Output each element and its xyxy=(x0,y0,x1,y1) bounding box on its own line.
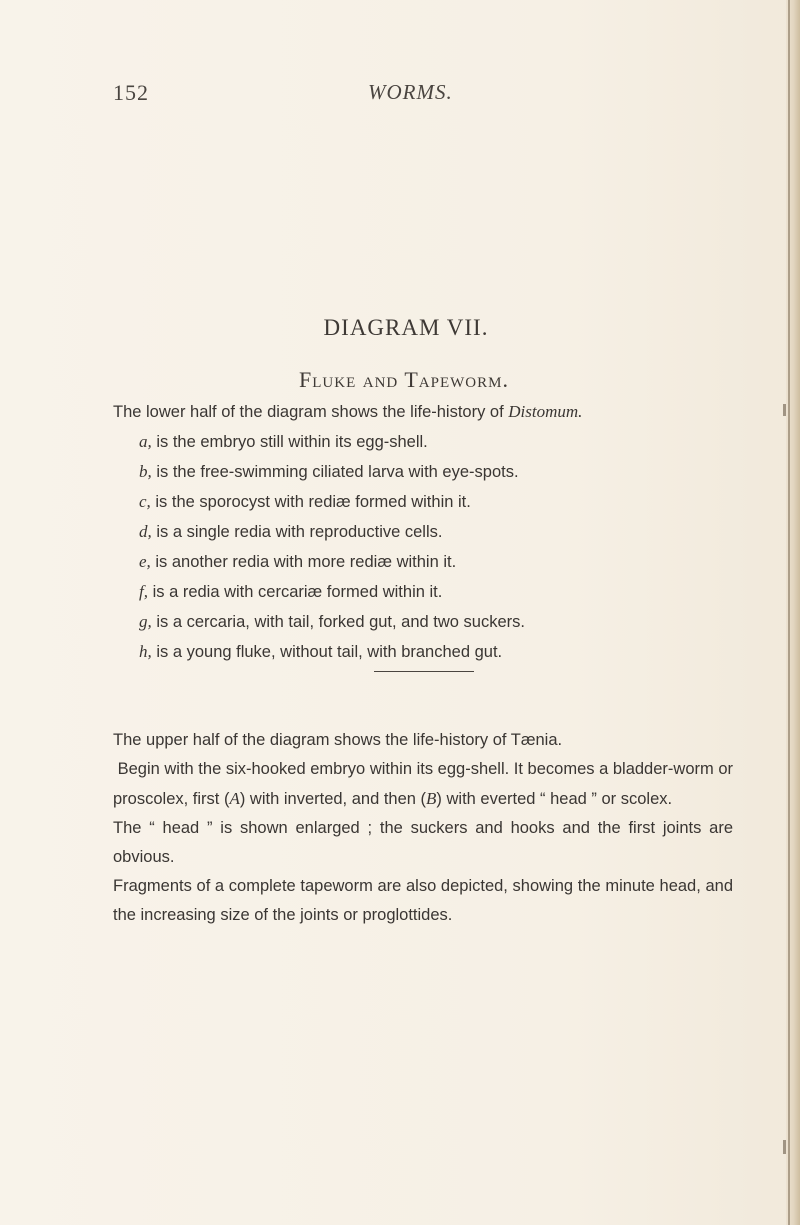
item-text: is a single redia with reproductive cells. xyxy=(151,523,443,541)
item-text: is another redia with more rediæ within it. xyxy=(150,553,457,571)
paragraph-head: The “ head ” is shown enlarged ; the suckers and hooks and the first joints are obvious. xyxy=(113,819,733,866)
item-letter: c, xyxy=(139,492,151,511)
list-item xyxy=(113,637,733,667)
list-item xyxy=(113,607,733,637)
list-item xyxy=(113,577,733,607)
paragraph-fragments: Fragments of a complete tapeworm are also depicted, showing the minute head, and the increasing size of the joints or proglottides. xyxy=(113,877,733,924)
item-text: is a redia with cercariæ formed within it. xyxy=(147,583,443,601)
running-title: WORMS. xyxy=(368,80,453,104)
item-letter: g, xyxy=(139,612,152,631)
paragraph-text: ) with everted “ head ” or scolex. xyxy=(436,790,673,808)
lower-half-description xyxy=(113,397,733,667)
item-letter: a, xyxy=(139,432,152,451)
item-letter: d, xyxy=(139,522,152,541)
item-text: is the sporocyst with rediæ formed within it. xyxy=(150,493,471,511)
page-edge-mark xyxy=(783,1140,786,1154)
item-letter: h, xyxy=(139,642,152,661)
paragraph-text: Begin with the six-hooked embryo within its egg-shell. It becomes a bladder-worm or proscolex, first ( xyxy=(113,760,733,808)
item-letter: b, xyxy=(139,462,152,481)
page-edge-line xyxy=(788,0,790,1225)
intro-text: The lower half of the diagram shows the life-history of xyxy=(113,403,509,421)
item-text: is the embryo still within its egg-shell. xyxy=(151,433,428,451)
page-number: 152 xyxy=(113,80,149,105)
upper-half-intro: The upper half of the diagram shows the life-history of Tænia. xyxy=(113,731,563,749)
list-item xyxy=(113,487,733,517)
paragraph-text: ) with inverted, and then ( xyxy=(239,790,427,808)
running-head xyxy=(0,80,800,110)
item-letter: f, xyxy=(139,582,148,601)
upper-half-description xyxy=(113,726,733,930)
paragraph-embryo xyxy=(113,755,733,814)
item-text: is the free-swimming ciliated larva with eye-spots. xyxy=(151,463,519,481)
genus-name: Distomum. xyxy=(508,402,583,421)
stage-label-a: A xyxy=(229,789,240,808)
page-edge-mark xyxy=(783,404,786,416)
item-letter: e, xyxy=(139,552,151,571)
diagram-heading: DIAGRAM VII. xyxy=(323,315,489,340)
lower-half-intro xyxy=(113,397,733,427)
stage-label-b: B xyxy=(426,789,437,808)
list-item xyxy=(113,427,733,457)
section-divider xyxy=(374,671,474,672)
list-item xyxy=(113,547,733,577)
diagram-subtitle: Fluke and Tapeworm. xyxy=(299,367,509,392)
item-text: is a young fluke, without tail, with branched gut. xyxy=(151,643,503,661)
list-item xyxy=(113,457,733,487)
item-text: is a cercaria, with tail, forked gut, and two suckers. xyxy=(151,613,525,631)
list-item xyxy=(113,517,733,547)
